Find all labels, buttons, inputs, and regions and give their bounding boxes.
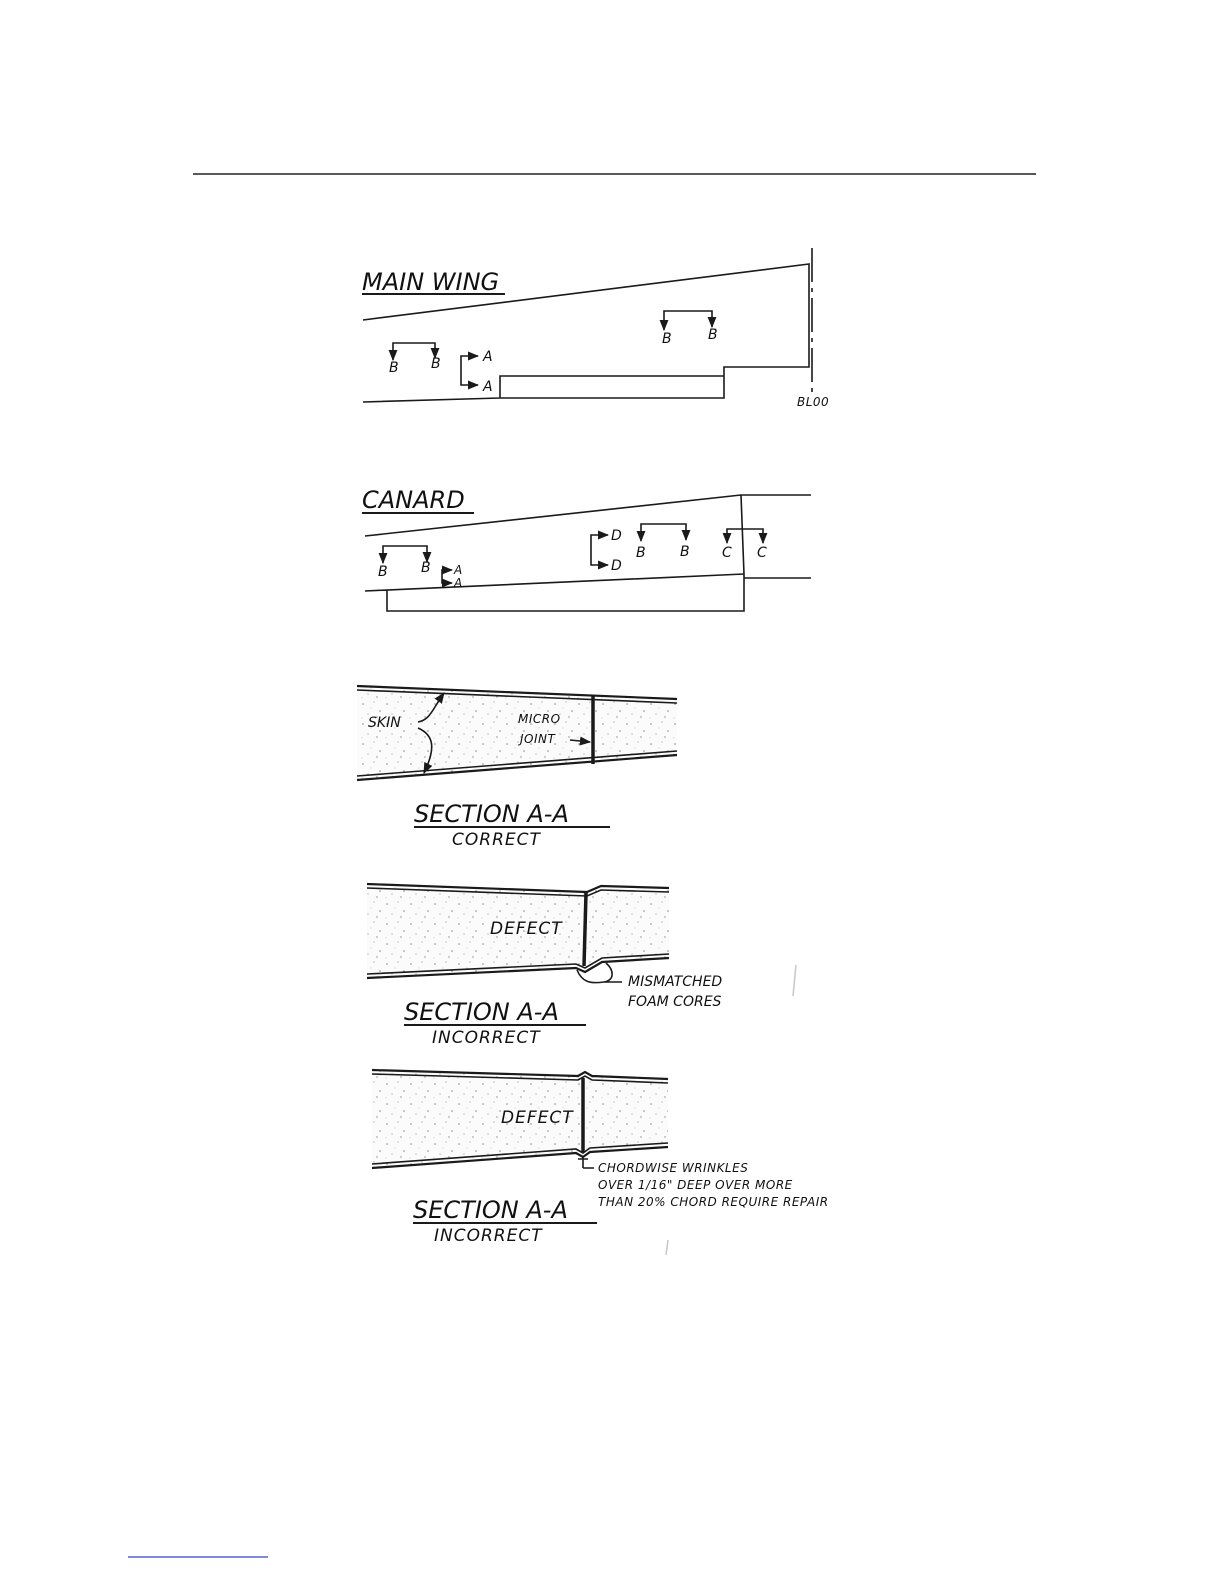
section-incorrect-2-note-3: THAN 20% CHORD REQUIRE REPAIR — [598, 1195, 829, 1209]
section-incorrect-2-subtitle: INCORRECT — [434, 1226, 543, 1246]
main-wing-cut-a — [461, 356, 478, 385]
section-correct-foam — [357, 686, 677, 780]
section-incorrect-1-defect-label: DEFECT — [490, 919, 563, 939]
section-incorrect-2-group — [372, 1070, 829, 1246]
canard-cut-c — [727, 529, 763, 543]
canard-cut-c-label-1: C — [722, 545, 732, 561]
section-incorrect-2-title: SECTION A-A — [413, 1196, 568, 1224]
main-wing-cut-a-label-2: A — [483, 379, 493, 395]
canard-cut-d-label-1: D — [611, 528, 622, 544]
canard-cut-d — [591, 535, 608, 565]
canard-cut-b-label-2: B — [421, 560, 431, 576]
section-incorrect-2-note-2: OVER 1/16" DEEP OVER MORE — [598, 1178, 793, 1192]
main-wing-cut-b-left — [393, 343, 435, 360]
canard-group — [362, 486, 811, 611]
main-wing-bl-label: BL00 — [797, 395, 830, 409]
section-correct-joint-label-2: JOINT — [520, 732, 556, 746]
main-wing-cut-b-label-4: B — [708, 327, 718, 343]
canard-cut-a-label-1: A — [454, 563, 463, 577]
main-wing-cut-b-label-2: B — [431, 356, 441, 372]
section-correct-group — [357, 686, 677, 850]
main-wing-cut-b-label-1: B — [389, 360, 399, 376]
main-wing-group — [362, 248, 829, 409]
section-correct-subtitle: CORRECT — [452, 830, 541, 850]
section-incorrect-1-title: SECTION A-A — [404, 998, 559, 1026]
section-incorrect-1-subtitle: INCORRECT — [432, 1028, 541, 1048]
section-incorrect-1-note-1: MISMATCHED — [628, 974, 723, 990]
section-incorrect-2-leader — [578, 1157, 594, 1168]
canard-cut-b-label-4: B — [680, 544, 690, 560]
section-incorrect-2-note-1: CHORDWISE WRINKLES — [598, 1161, 749, 1175]
section-correct-joint-label-1: MICRO — [518, 712, 561, 726]
scan-mark-1 — [793, 965, 796, 996]
canard-cut-b-label-3: B — [636, 545, 646, 561]
canard-cut-d-label-2: D — [611, 558, 622, 574]
scan-mark-2 — [666, 1240, 668, 1255]
canard-title: CANARD — [362, 486, 465, 514]
canard-cut-a-label-2: A — [454, 576, 463, 590]
section-incorrect-1-group — [367, 884, 722, 1048]
main-wing-cut-b-right — [664, 311, 712, 330]
main-wing-cut-a-label-1: A — [483, 349, 493, 365]
canard-cut-b-label-1: B — [378, 564, 388, 580]
section-incorrect-1-note-2: FOAM CORES — [628, 994, 722, 1010]
canard-cut-b-right — [641, 524, 686, 541]
main-wing-cut-b-label-3: B — [662, 331, 672, 347]
canard-cut-c-label-2: C — [757, 545, 767, 561]
section-incorrect-1-joint — [584, 893, 586, 966]
section-correct-skin-label: SKIN — [368, 715, 401, 731]
main-wing-title: MAIN WING — [362, 268, 500, 296]
section-correct-title: SECTION A-A — [414, 800, 569, 828]
canard-cut-a — [442, 570, 452, 583]
section-incorrect-2-defect-label: DEFECT — [501, 1108, 574, 1128]
